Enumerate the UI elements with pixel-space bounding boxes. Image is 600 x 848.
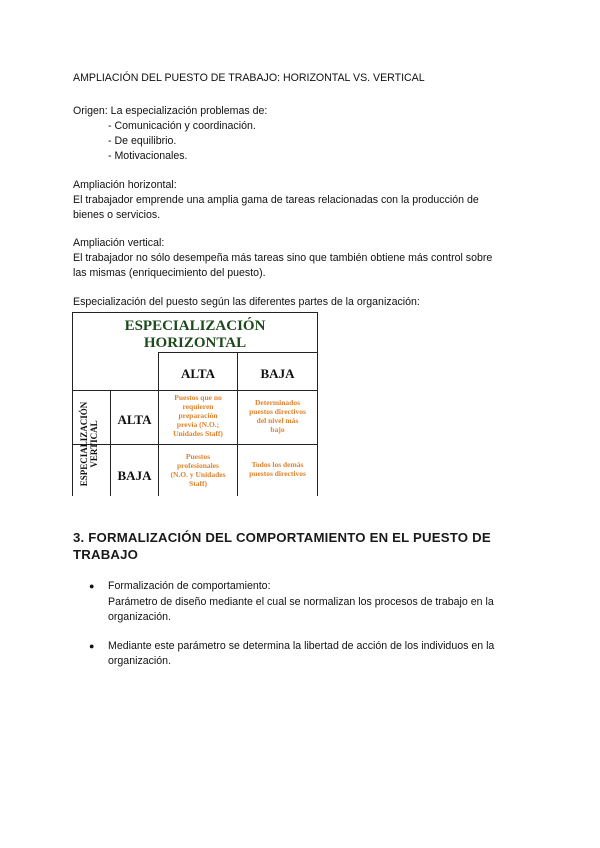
vertical-axis-label: ESPECIALIZACIÓN VERTICAL — [79, 401, 99, 487]
bullet-icon: ● — [89, 641, 95, 651]
cell-baja-alta: Puestos profesionales (N.O. y Unidades Staff) — [170, 452, 226, 488]
vertical-label: Ampliación vertical: — [73, 237, 165, 249]
col-header-baja: BAJA — [260, 366, 295, 381]
bullet-title: Formalización de comportamiento: — [108, 580, 271, 592]
row-header-alta: ALTA — [117, 412, 152, 427]
table-title: ESPECIALIZACIÓN — [124, 318, 266, 334]
bullet-text: Parámetro de diseño mediante el cual se normalizan los procesos de trabajo en la — [108, 596, 494, 608]
row-header-baja: BAJA — [117, 468, 152, 483]
especializacion-intro: Especialización del puesto según las diferentes partes de la organización: — [73, 296, 420, 308]
bullet-text: Mediante este parámetro se determina la libertad de acción de los individuos en la — [108, 640, 495, 652]
bullet-text: organización. — [108, 611, 172, 623]
origen-item: - Comunicación y coordinación. — [108, 120, 256, 132]
bullet-text: organización. — [108, 655, 172, 667]
horizontal-text: El trabajador emprende una amplia gama de tareas relacionadas con la producción de — [73, 194, 479, 206]
document-title: AMPLIACIÓN DEL PUESTO DE TRABAJO: HORIZONTAL VS. VERTICAL — [73, 72, 425, 84]
origen-item: - De equilibrio. — [108, 135, 177, 147]
col-header-alta: ALTA — [181, 366, 215, 381]
horizontal-label: Ampliación horizontal: — [73, 179, 177, 191]
especializacion-table — [72, 312, 318, 496]
cell-alta-baja: Determinados puestos directivos del nivel más bajo — [249, 398, 306, 434]
origen-intro: Origen: La especialización problemas de: — [73, 105, 268, 117]
section-heading: 3. FORMALIZACIÓN DEL COMPORTAMIENTO EN EL PUESTO DE — [73, 530, 491, 545]
origen-item: - Motivacionales. — [108, 150, 188, 162]
cell-baja-baja: Todos los demás puestos directivos — [249, 460, 306, 478]
table-title: HORIZONTAL — [143, 335, 247, 351]
cell-alta-alta: Puestos que no requieren preparación previa (N.O.; Unidades Staff) — [173, 393, 223, 438]
section-heading: TRABAJO — [73, 547, 139, 562]
vertical-text: El trabajador no sólo desempeña más tareas sino que también obtiene más control sobre — [73, 252, 493, 264]
horizontal-text: bienes o servicios. — [73, 209, 161, 221]
vertical-text: las mismas (enriquecimiento del puesto). — [73, 267, 266, 279]
bullet-icon: ● — [89, 581, 95, 591]
